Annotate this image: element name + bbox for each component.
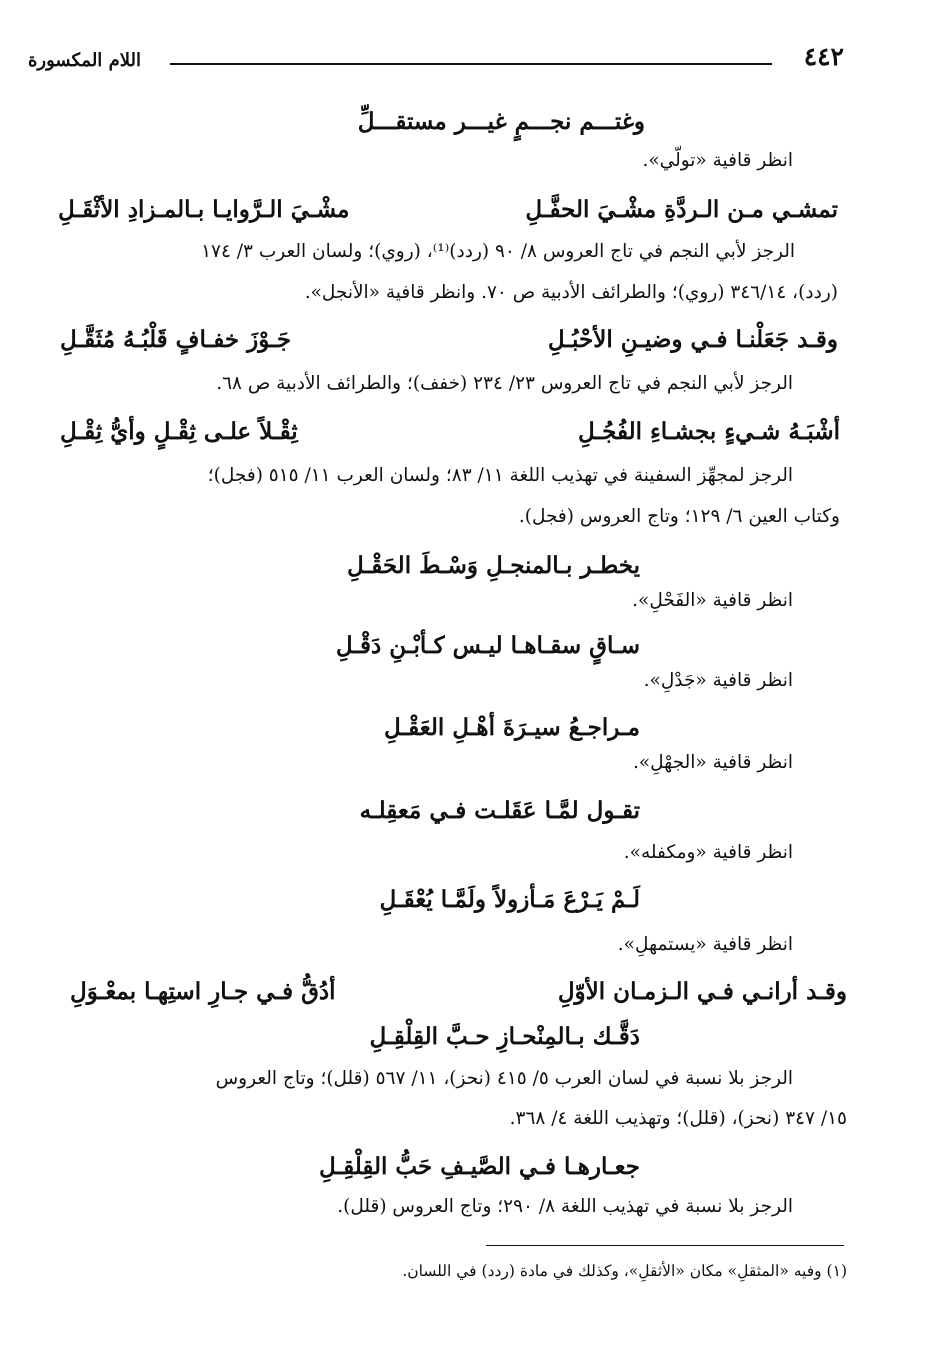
hemistich-right: تمشـي مـن الـردَّةِ مشْـيَ الحفَّـلِ bbox=[525, 196, 838, 223]
header-rule bbox=[170, 63, 772, 65]
reference-line: انظر قافية «تولّي». bbox=[642, 150, 793, 171]
page-number: ٤٤٢ bbox=[803, 42, 844, 71]
reference-line: انظر قافية «يستمهلِ». bbox=[617, 934, 793, 955]
verse-line: وغتـــم نجـــمٍ غيـــر مستقـــلِّ bbox=[357, 108, 645, 135]
chapter-title: اللام المكسورة bbox=[28, 50, 141, 71]
reference-line: (ردد)، ٣٤٦/١٤ (روي)؛ والطرائف الأدبية ص ٧٠. وانظر قافية «الأنجل». bbox=[304, 282, 838, 303]
hemistich-right: وقـد أرانـي فـي الـزمـان الأوّلِ bbox=[557, 978, 847, 1005]
reference-line: انظر قافية «ومكفله». bbox=[623, 842, 793, 863]
hemistich-right: وقـد جَعَلْنـا فـي وضيـنِ الأحْبُـلِ bbox=[547, 326, 838, 353]
reference-line: الرجز بلا نسبة في لسان العرب ٥/ ٤١٥ (نحز)، ١١/ ٥٦٧ (قلل)؛ وتاج العروس bbox=[215, 1068, 793, 1089]
verse-line: دَقَّـك بـالمِنْحـازِ حـبَّ القِلْقِـلِ bbox=[369, 1023, 640, 1050]
hemistich-left: جَـوْزَ خفـافٍ قَلْبُـهُ مُثَقَّـلِ bbox=[60, 326, 292, 353]
hemistich-left: مشْـيَ الـرَّوايـا بـالمـزادِ الأثْقَـلِ bbox=[58, 196, 350, 223]
reference-line: ١٥/ ٣٤٧ (نحز)، (قلل)؛ وتهذيب اللغة ٤/ ٣٦٨. bbox=[509, 1108, 847, 1129]
verse-line: مـراجـعُ سيـرَةَ أهْـلِ العَقْـلِ bbox=[383, 714, 640, 741]
reference-line: الرجز لأبي النجم في تاج العروس ٨/ ٩٠ (ردد)⁽¹⁾، (روي)؛ ولسان العرب ٣/ ١٧٤ bbox=[201, 241, 795, 262]
reference-line: وكتاب العين ٦/ ١٢٩؛ وتاج العروس (فجل). bbox=[518, 506, 840, 527]
reference-line: الرجز لأبي النجم في تاج العروس ٢٣/ ٢٣٤ (خفف)؛ والطرائف الأدبية ص ٦٨. bbox=[216, 373, 793, 394]
verse-line: جعـارهـا فـي الصَّيـفِ حَبُّ القِلْقِـلِ bbox=[318, 1153, 640, 1180]
reference-line: انظر قافية «الجهْلِ». bbox=[632, 752, 793, 773]
running-header bbox=[28, 42, 844, 82]
footnote: (١) وفيه «المثقلِ» مكان «الأثقلِ»، وكذلك في مادة (ردد) في اللسان. bbox=[402, 1262, 847, 1280]
reference-line: انظر قافية «الفَحْلِ». bbox=[632, 590, 793, 611]
reference-line: الرجز بلا نسبة في تهذيب اللغة ٨/ ٢٩٠؛ وتاج العروس (قلل). bbox=[337, 1196, 793, 1217]
footnote-rule bbox=[486, 1245, 844, 1246]
hemistich-right: أشْبَـهُ شـيءٍ بجشـاءِ الفُجُـلِ bbox=[577, 418, 840, 445]
verse-line: سـاقٍ سقـاهـا ليـس كـأبْـنِ دَقْـلِ bbox=[335, 632, 640, 659]
reference-line: انظر قافية «جَدْلِ». bbox=[643, 670, 793, 691]
hemistich-left: أدُقُّ فـي جـارِ استِهـا بمعْـوَلِ bbox=[70, 978, 336, 1005]
hemistich-left: ثِقْـلاً علـى ثِقْـلٍ وأيُّ ثِقْـلِ bbox=[60, 418, 298, 445]
verse-line: تقـول لمَّـا عَقَلـت فـي مَعقِلـه bbox=[359, 797, 640, 824]
verse-line: لَـمْ يَـرْعَ مَـأزولاً ولَمَّـا يُعْقَـلِ bbox=[379, 886, 640, 913]
verse-line: يخطـر بـالمنجـلِ وَسْـطَ الحَقْـلِ bbox=[347, 552, 640, 579]
reference-line: الرجز لمجهِّز السفينة في تهذيب اللغة ١١/ ٨٣؛ ولسان العرب ١١/ ٥١٥ (فجل)؛ bbox=[207, 465, 793, 486]
